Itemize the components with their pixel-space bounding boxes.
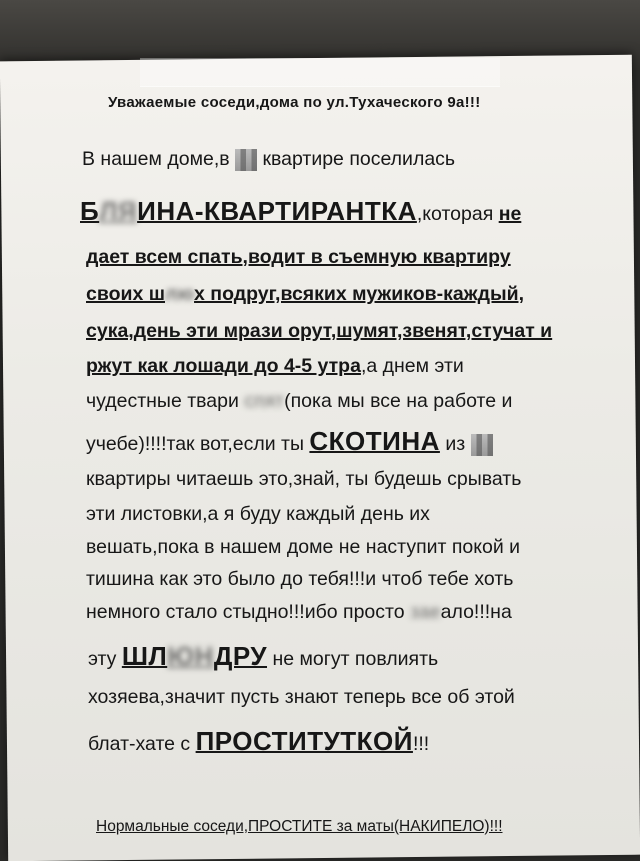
text: своих ш (86, 283, 165, 305)
text: ржут как лошади до 4-5 утра (86, 355, 361, 377)
line-15: хозяева,значит пусть знают теперь все об этой (88, 686, 515, 708)
footer-apology: Нормальные соседи,ПРОСТИТЕ за маты(НАКИПЕЛО)!!! (96, 818, 503, 835)
line-10: эти листовки,а я буду каждый день их (86, 503, 430, 525)
blurred-word: ЮН (167, 641, 214, 671)
headline-word: ИНА-КВАРТИРАНТКА (137, 196, 417, 226)
headline-word: ДРУ (213, 641, 268, 671)
text: ,а днем эти (360, 355, 464, 377)
text: блат-хате с (88, 733, 191, 755)
text: из (445, 433, 466, 455)
text: Б (80, 196, 100, 226)
text: х подруг,всяких мужиков-каждый, (194, 283, 525, 305)
blurred-word: лю (165, 283, 195, 305)
text: (пока мы все на работе и (284, 390, 513, 412)
line-13 (86, 599, 512, 625)
line-11: вешать,пока в нашем доме не наступит покой и (86, 536, 521, 558)
text: немного стало стыдно!!!ибо просто (86, 601, 405, 623)
line-4 (86, 281, 524, 307)
tape-strip (140, 58, 500, 87)
pixelated-apartment-number (235, 149, 257, 171)
line-7 (86, 388, 512, 414)
blurred-word: ЛЯ (99, 196, 138, 226)
text: !!! (412, 733, 430, 755)
text: эту (88, 648, 117, 670)
line-5: сука,день эти мрази орут,шумят,звенят,стучат и (86, 320, 553, 342)
line-2 (80, 198, 521, 227)
line-3: дает всем спать,водит в съемную квартиру (86, 246, 511, 268)
line-16 (88, 728, 429, 757)
pixelated-apartment-number (471, 434, 493, 456)
headline-word: СКОТИНА (309, 426, 440, 456)
notice-title: Уважаемые соседи,дома по ул.Тухаческого 9а!!! (108, 94, 481, 111)
line-1 (82, 146, 455, 172)
text: квартире поселилась (262, 148, 456, 170)
headline-word: ПРОСТИТУТКОЙ (195, 726, 413, 756)
text: ало!!!на (440, 601, 512, 623)
text: учебе)!!!!так вот,если ты (86, 433, 304, 455)
blurred-word: зае (410, 601, 441, 623)
text: ,которая (416, 203, 494, 225)
blurred-word: спят (244, 390, 285, 412)
text: чудестные твари (86, 390, 239, 412)
headline-word: ШЛ (121, 641, 168, 671)
text: В нашем доме,в (82, 148, 230, 170)
line-12: тишина как это было до тебя!!!и чтоб тебе хоть (86, 568, 514, 590)
line-6 (86, 353, 464, 379)
text: не могут повлиять (272, 648, 439, 670)
line-8 (86, 428, 493, 457)
line-9: квартиры читаешь это,знай, ты будешь срывать (86, 468, 522, 490)
line-14 (88, 643, 438, 672)
text: не (498, 203, 522, 225)
